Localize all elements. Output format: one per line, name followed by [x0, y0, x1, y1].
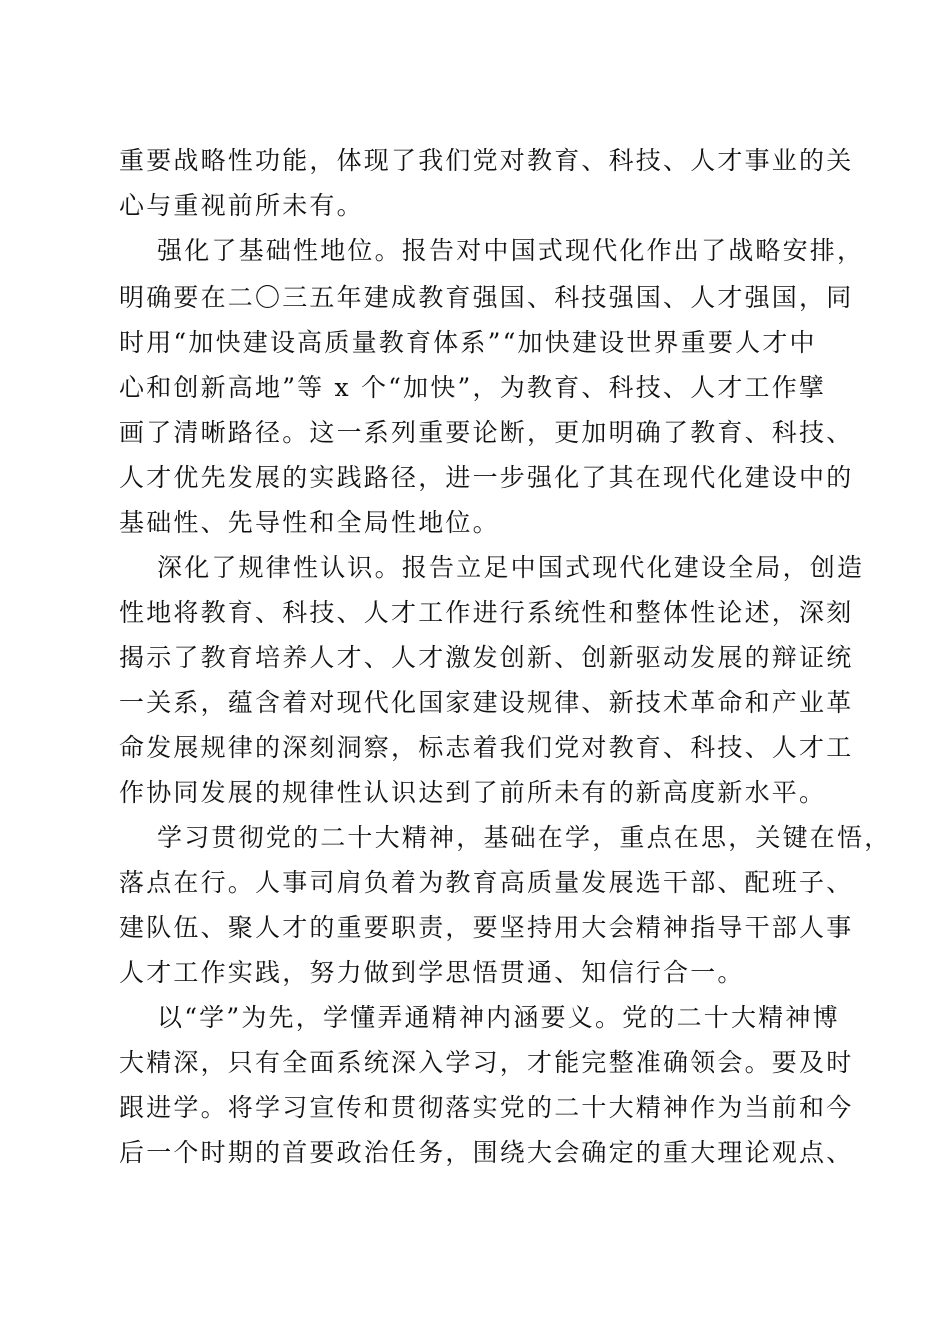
paragraph-start-line: 强化了基础性地位。报告对中国式现代化作出了战略安排，: [157, 236, 865, 265]
text-line: 重要战略性功能，体现了我们党对教育、科技、人才事业的关: [119, 146, 854, 175]
text-line: 画了清晰路径。这一系列重要论断，更加明确了教育、科技、: [119, 418, 854, 447]
text-line: 跟进学。将学习宣传和贯彻落实党的二十大精神作为当前和今: [119, 1093, 854, 1122]
text-line: 一关系，蕴含着对现代化国家建设规律、新技术革命和产业革: [119, 688, 854, 717]
text-line: 时用“加快建设高质量教育体系”“加快建设世界重要人才中: [119, 328, 817, 357]
text-line: 落点在行。人事司肩负着为教育高质量发展选干部、配班子、: [119, 868, 854, 897]
text-line: 基础性、先导性和全局性地位。: [119, 508, 500, 537]
paragraph-start-line: 以“学”为先，学懂弄通精神内涵要义。党的二十大精神博: [157, 1003, 840, 1032]
text-line: 明确要在二〇三五年建成教育强国、科技强国、人才强国，同: [119, 283, 854, 312]
text-line: 人才工作实践，努力做到学思悟贯通、知信行合一。: [119, 958, 745, 987]
text-line: 作协同发展的规律性认识达到了前所未有的新高度新水平。: [119, 778, 827, 807]
text-line: 人才优先发展的实践路径，进一步强化了其在现代化建设中的: [119, 463, 854, 492]
text-line: 心与重视前所未有。: [119, 191, 364, 220]
text-line: 性地将教育、科技、人才工作进行系统性和整体性论述，深刻: [119, 598, 854, 627]
text-line: 大精深，只有全面系统深入学习，才能完整准确领会。要及时: [119, 1048, 854, 1077]
text-line: 心和创新高地”等 x 个“加快”，为教育、科技、人才工作擘: [119, 373, 827, 402]
text-line: 后一个时期的首要政治任务，围绕大会确定的重大理论观点、: [119, 1138, 854, 1167]
paragraph-start-line: 深化了规律性认识。报告立足中国式现代化建设全局，创造: [157, 553, 865, 582]
text-line: 建队伍、聚人才的重要职责，要坚持用大会精神指导干部人事: [119, 913, 854, 942]
paragraph-start-line: 学习贯彻党的二十大精神，基础在学，重点在思，关键在悟，: [157, 823, 892, 852]
text-line: 揭示了教育培养人才、人才激发创新、创新驱动发展的辩证统: [119, 643, 854, 672]
text-line: 命发展规律的深刻洞察，标志着我们党对教育、科技、人才工: [119, 733, 854, 762]
